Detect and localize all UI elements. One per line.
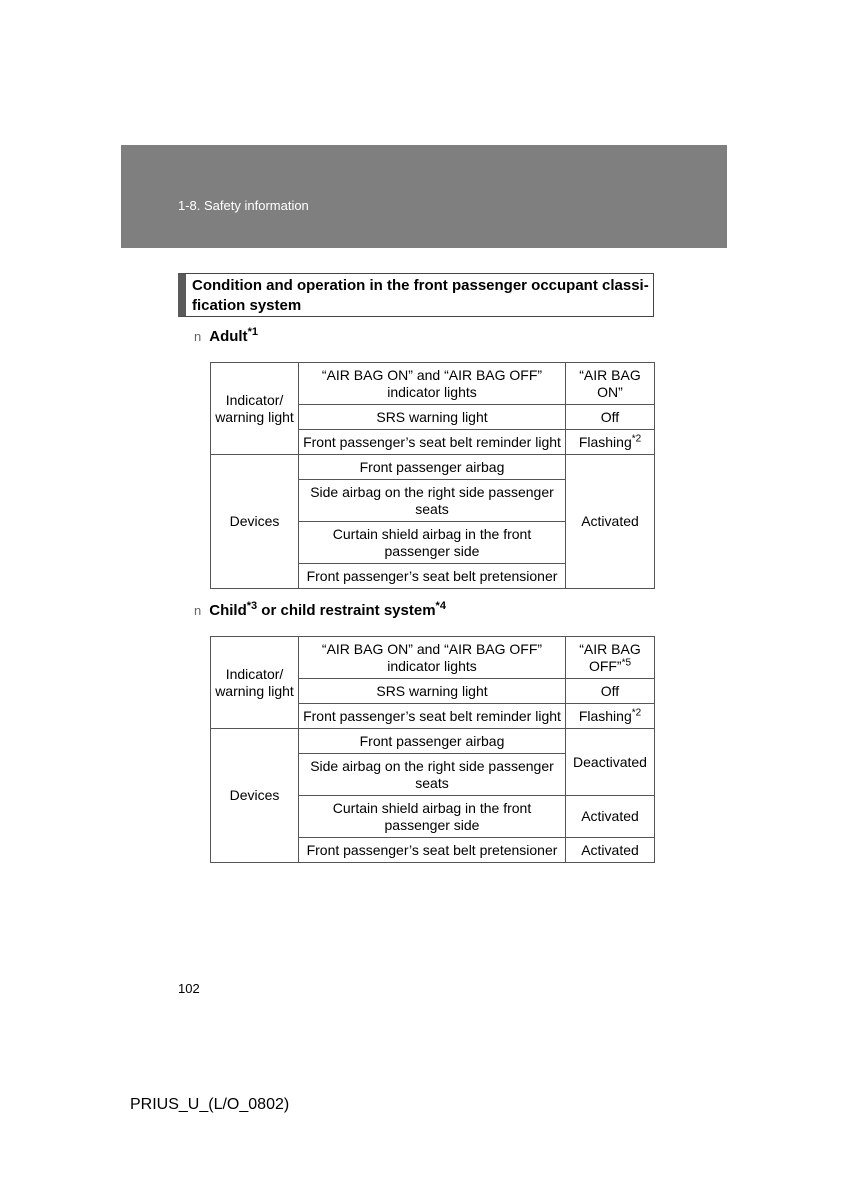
belt-reminder-value-cell: Flashing$^{*2}$ — [566, 704, 655, 729]
indicator-warning-light-cell: Indicator/ warning light — [211, 637, 299, 729]
bullet-icon: n — [194, 329, 202, 344]
belt-reminder-light-cell: Front passenger’s seat belt reminder light — [299, 430, 566, 455]
child-title: Child — [209, 602, 247, 619]
devices-cell: Devices — [211, 455, 299, 589]
footnote-ref: *2 — [631, 706, 642, 718]
airbag-deactivated-value-cell: Deactivated — [566, 729, 655, 796]
child-footnote-ref: *3 — [246, 600, 258, 612]
table-row — [211, 729, 655, 754]
chapter-header-band — [121, 145, 727, 248]
section-heading — [178, 273, 654, 317]
side-airbag-cell: Side airbag on the right side passenger seats — [299, 480, 566, 522]
belt-reminder-value-cell: Flashing$^{*2}$ — [566, 430, 655, 455]
devices-value-cell: Activated — [566, 455, 655, 589]
child-restraint-title: or child restraint system — [257, 602, 436, 619]
adult-footnote-ref: *1 — [247, 326, 258, 338]
child-subheading — [194, 602, 446, 619]
page-number: 102 — [178, 981, 200, 996]
bullet-icon: n — [194, 603, 202, 618]
pretensioner-cell: Front passenger’s seat belt pretensioner — [299, 838, 566, 863]
adult-title: Adult — [209, 328, 248, 345]
section-heading-line-1: Condition and operation in the front passenger occupant classi- — [192, 277, 649, 294]
srs-warning-value-cell: Off — [566, 679, 655, 704]
pretensioner-cell: Front passenger’s seat belt pretensioner — [299, 564, 566, 589]
curtain-airbag-value-cell: Activated — [566, 796, 655, 838]
adult-subheading — [194, 328, 258, 345]
footnote-ref: *2 — [631, 432, 642, 444]
airbag-indicator-lights-cell: “AIR BAG ON” and “AIR BAG OFF” indicator lights — [299, 363, 566, 405]
front-passenger-airbag-cell: Front passenger airbag — [299, 455, 566, 480]
table-row — [211, 363, 655, 405]
airbag-indicator-value-cell: “AIR BAG ON” — [566, 363, 655, 405]
side-airbag-cell: Side airbag on the right side passenger seats — [299, 754, 566, 796]
footnote-ref: *5 — [621, 656, 632, 668]
belt-reminder-light-cell: Front passenger’s seat belt reminder light — [299, 704, 566, 729]
srs-warning-light-cell: SRS warning light — [299, 405, 566, 430]
child-table — [210, 636, 655, 863]
table-row — [211, 637, 655, 679]
curtain-airbag-cell: Curtain shield airbag in the front passenger side — [299, 522, 566, 564]
front-passenger-airbag-cell: Front passenger airbag — [299, 729, 566, 754]
child-restraint-footnote-ref: *4 — [435, 600, 446, 612]
srs-warning-value-cell: Off — [566, 405, 655, 430]
devices-cell: Devices — [211, 729, 299, 863]
airbag-indicator-lights-cell: “AIR BAG ON” and “AIR BAG OFF” indicator lights — [299, 637, 566, 679]
adult-table — [210, 362, 655, 589]
indicator-warning-light-cell: Indicator/ warning light — [211, 363, 299, 455]
section-label: 1-8. Safety information — [178, 198, 309, 213]
table-row — [211, 455, 655, 480]
airbag-indicator-value-cell: “AIR BAG OFF”$^{*5}$ — [566, 637, 655, 679]
section-heading-line-2: fication system — [192, 297, 302, 314]
document-code: PRIUS_U_(L/O_0802) — [130, 1096, 290, 1113]
srs-warning-light-cell: SRS warning light — [299, 679, 566, 704]
curtain-airbag-cell: Curtain shield airbag in the front passenger side — [299, 796, 566, 838]
pretensioner-value-cell: Activated — [566, 838, 655, 863]
